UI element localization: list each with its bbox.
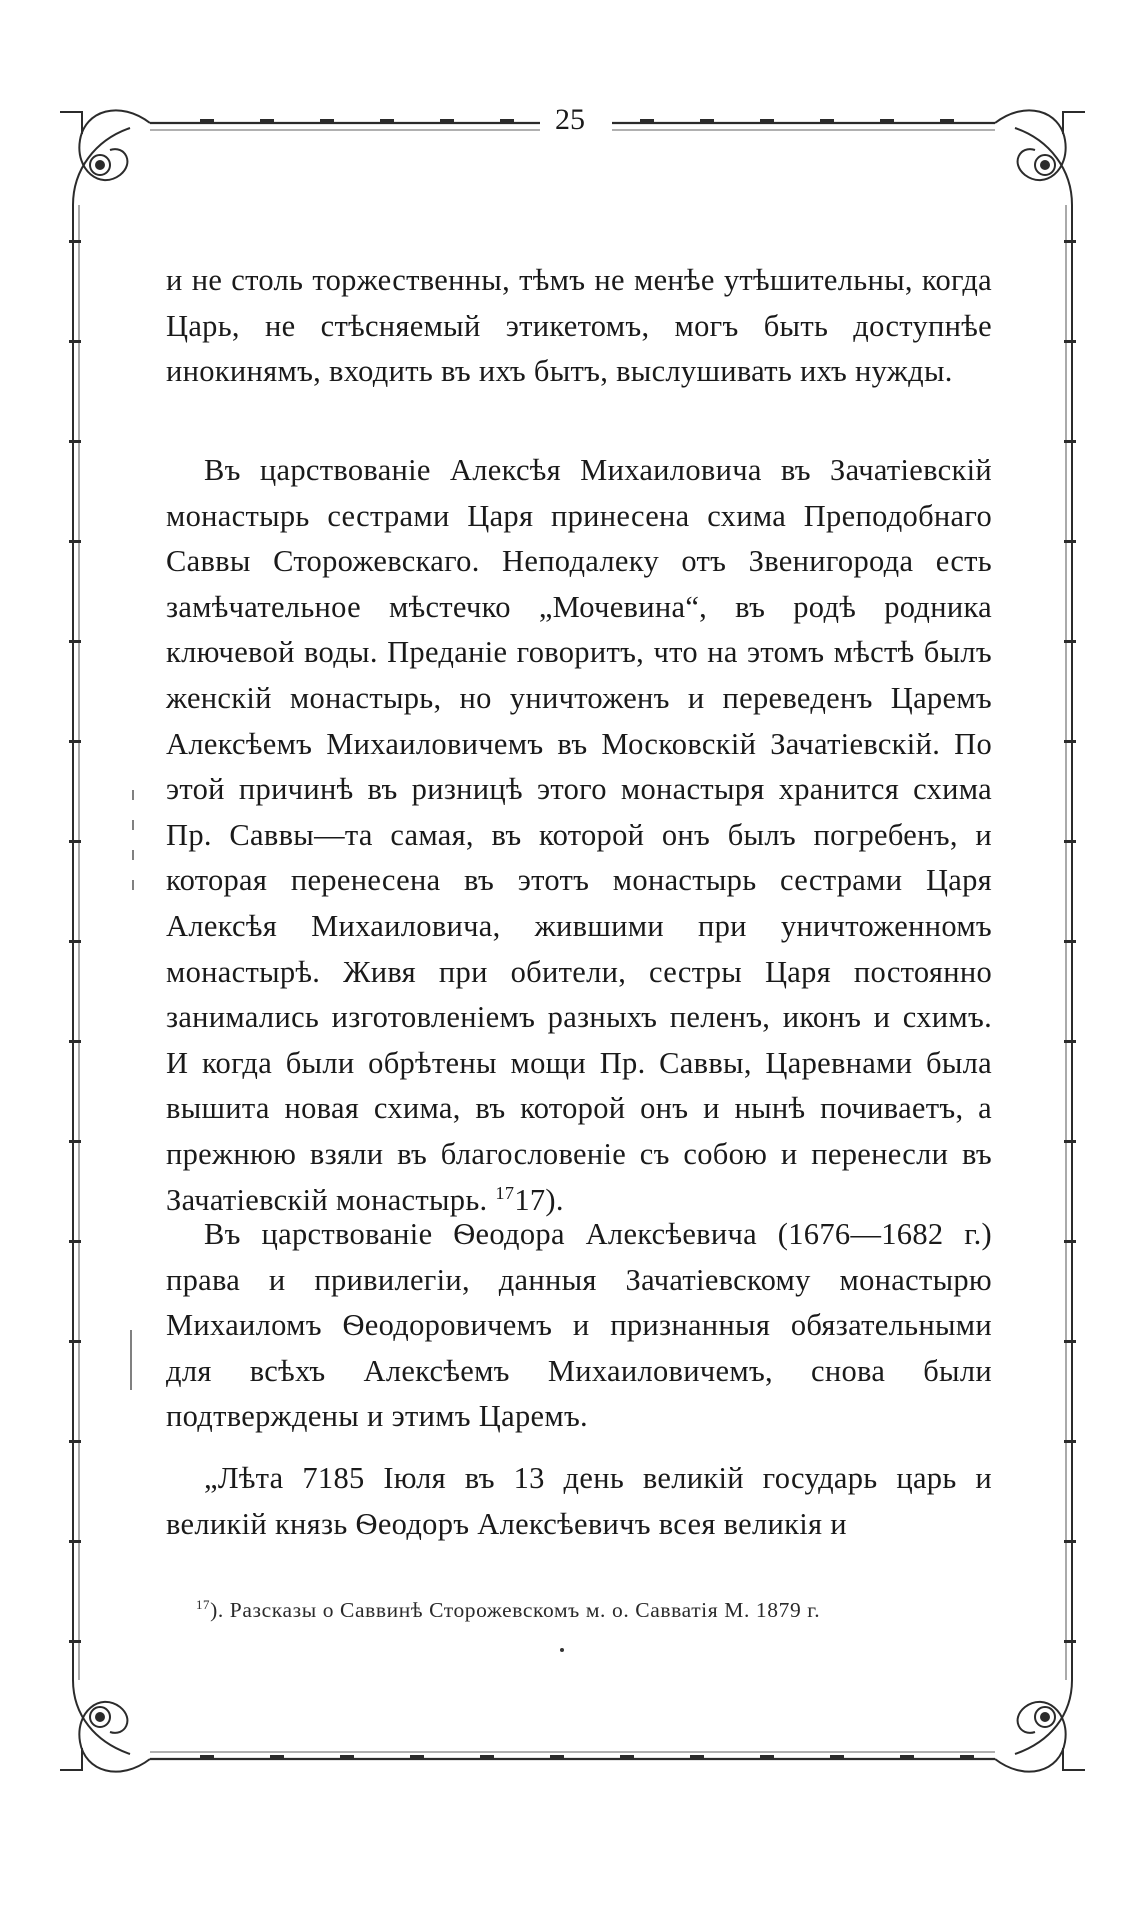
paragraph-schema-of-savva: [166, 448, 992, 1223]
printing-dot: [560, 1648, 564, 1652]
footnote-reference-suffix: 17).: [514, 1182, 564, 1217]
paragraph-body: Въ царствованіе Алексѣя Михаиловича въ Зачатіевскій монастырь сестрами Царя принесена схима Преподобнаго Саввы Сторожевскаго. Неподалеку отъ Звенигорода есть замѣчательное мѣстечко „Мочевина“, въ родѣ родника ключевой воды. Преданіе говоритъ, что на этомъ мѣстѣ былъ женскій монастырь, но уничтоженъ и переведенъ Царемъ Алексѣемъ Михаиловичемъ въ Московскій Зачатіевскій. По этой причинѣ въ ризницѣ этого монастыря хранится схима Пр. Саввы—та самая, въ которой онъ былъ погребенъ, и которая перенесена въ этотъ монастырь сестрами Царя Алексѣя Михаиловича, жившими при уничтоженномъ монастырѣ. Живя при обители, сестры Царя постоянно занимались изготовленіемъ разныхъ пеленъ, иконъ и схимъ. И когда были обрѣтены мощи Пр. Саввы, Царевнами была вышита новая схима, въ которой онъ и нынѣ почиваетъ, а прежнюю взяли въ благословеніе съ собою и перенесли въ Зачатіевскій монастырь.: [166, 453, 992, 1217]
footnote-marker: 17: [196, 1597, 211, 1612]
paragraph-text: Въ царствованіе Ѳеодора Алексѣевича (1676—1682 г.) права и привилегіи, данныя Зачатіевскому монастырю Михаиломъ Ѳеодоровичемъ и признанныя обязательными для всѣхъ Алексѣемъ Михаиловичемъ, снова были подтверждены и этимъ Царемъ.: [166, 1217, 992, 1434]
footnote-reference: 17: [495, 1182, 515, 1203]
footnote-text: ). Разсказы о Саввинѣ Сторожевскомъ м. о. Савватія М. 1879 г.: [210, 1598, 821, 1622]
paragraph-text: и не столь торжественны, тѣмъ не менѣе утѣшительны, когда Царь, не стѣсняемый этикетомъ, могъ быть доступнѣе инокинямъ, входить въ ихъ бытъ, выслушивать ихъ нужды.: [166, 263, 992, 389]
paragraph-text: „Лѣта 7185 Іюля въ 13 день великій государь царь и великій князь Ѳеодоръ Алексѣевичъ всея великія и: [166, 1461, 992, 1541]
page-number: 25: [540, 103, 600, 137]
footnote: [196, 1598, 996, 1623]
paragraph-text: [166, 448, 992, 1223]
paragraph-charter-quote: [166, 1456, 992, 1547]
paragraph-continuation: [166, 258, 992, 395]
paragraph-feodor-reign: [166, 1212, 992, 1440]
